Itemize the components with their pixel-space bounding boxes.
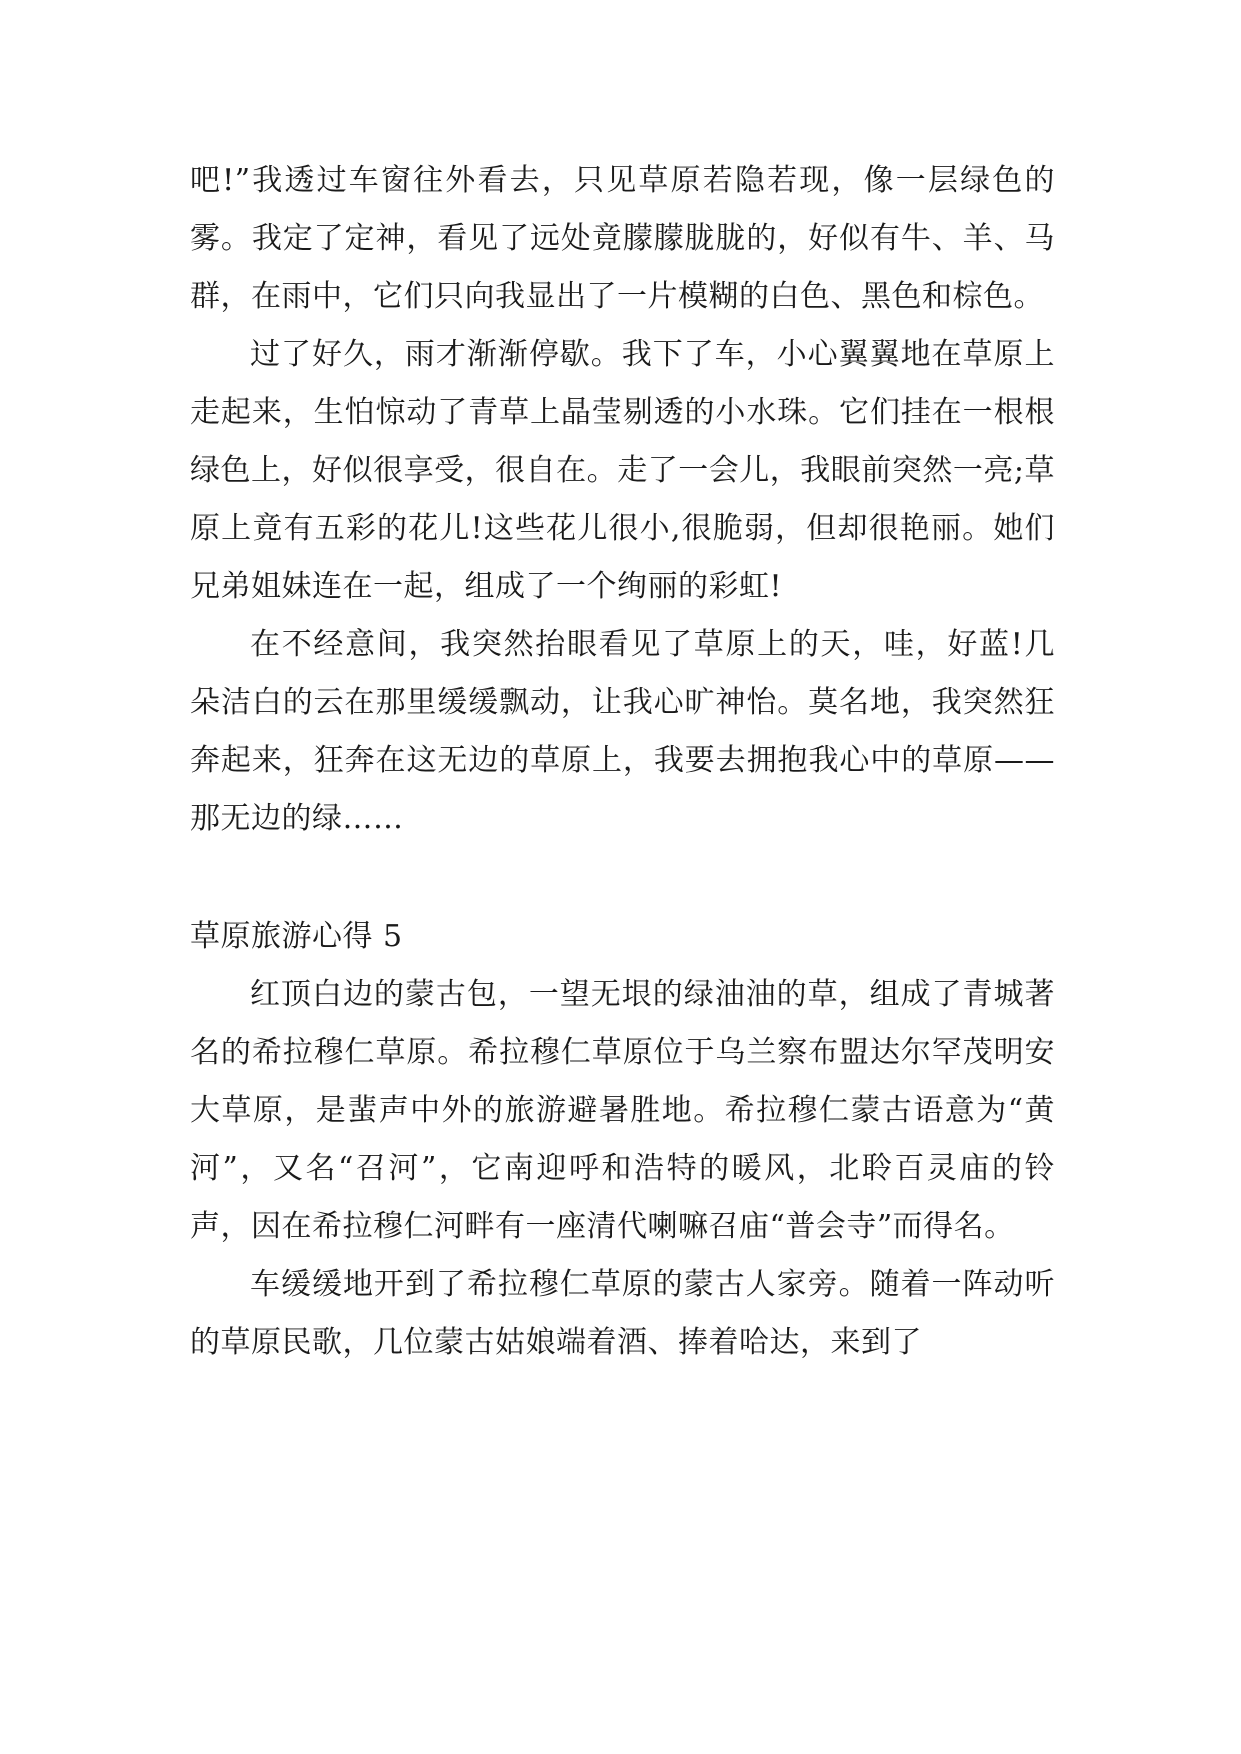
document-body <box>190 152 1055 1372</box>
paragraph: 在不经意间，我突然抬眼看见了草原上的天，哇，好蓝!几朵洁白的云在那里缓缓飘动，让我心旷神怡。莫名地，我突然狂奔起来，狂奔在这无边的草原上，我要去拥抱我心中的草原——那无边的绿…… <box>190 627 1055 836</box>
paragraph: 车缓缓地开到了希拉穆仁草原的蒙古人家旁。随着一阵动听的草原民歌，几位蒙古姑娘端着酒、捧着哈达，来到了 <box>190 1267 1055 1360</box>
section-title: 草原旅游心得 5 <box>190 919 403 954</box>
paragraph-continuation: 吧!”我透过车窗往外看去，只见草原若隐若现，像一层绿色的雾。我定了定神，看见了远处竟朦朦胧胧的，好似有牛、羊、马群，在雨中，它们只向我显出了一片模糊的白色、黑色和棕色。 <box>190 163 1055 314</box>
paragraph: 过了好久，雨才渐渐停歇。我下了车，小心翼翼地在草原上走起来，生怕惊动了青草上晶莹剔透的小水珠。它们挂在一根根绿色上，好似很享受，很自在。走了一会儿，我眼前突然一亮;草原上竟有五彩的花儿!这些花儿很小,很脆弱，但却很艳丽。她们兄弟姐妹连在一起，组成了一个绚丽的彩虹! <box>190 337 1055 604</box>
paragraph: 红顶白边的蒙古包，一望无垠的绿油油的草，组成了青城著名的希拉穆仁草原。希拉穆仁草原位于乌兰察布盟达尔罕茂明安大草原，是蜚声中外的旅游避暑胜地。希拉穆仁蒙古语意为“黄河”，又名“召河”，它南迎呼和浩特的暖风，北聆百灵庙的铃声，因在希拉穆仁河畔有一座清代喇嘛召庙“普会寺”而得名。 <box>190 977 1055 1244</box>
